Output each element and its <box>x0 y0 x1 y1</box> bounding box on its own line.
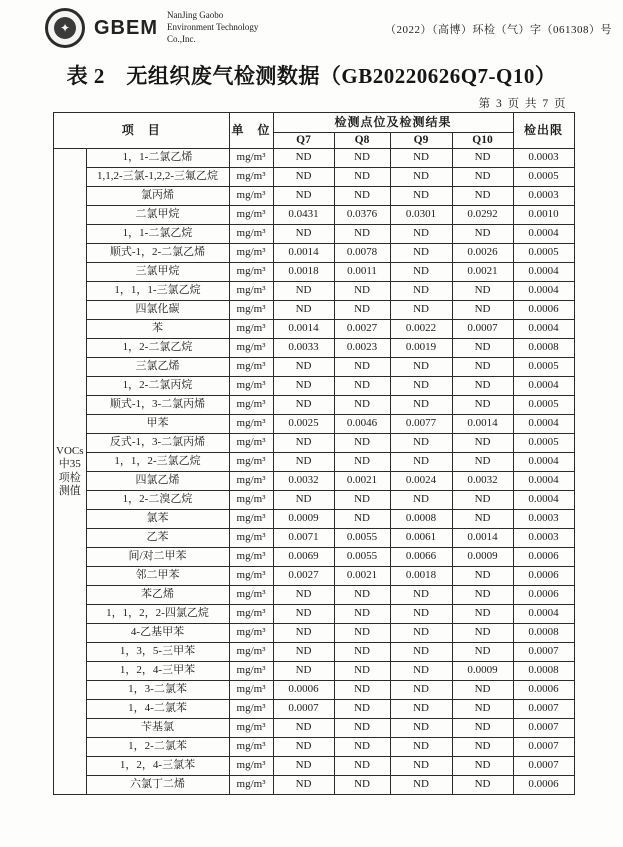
page-indicator: 第 3 页 共 7 页 <box>478 98 567 110</box>
value-q10: 0.0292 <box>452 206 513 225</box>
value-q9: ND <box>390 738 452 757</box>
unit: mg/m³ <box>229 377 273 396</box>
detection-limit: 0.0006 <box>513 567 574 586</box>
unit: mg/m³ <box>229 700 273 719</box>
value-q8: ND <box>334 434 390 453</box>
value-q9: ND <box>390 700 452 719</box>
value-q8: 0.0078 <box>334 244 390 263</box>
value-q10: ND <box>452 377 513 396</box>
unit: mg/m³ <box>229 738 273 757</box>
company-line-3: Co.,Inc. <box>167 33 196 44</box>
letterhead <box>45 8 258 48</box>
unit: mg/m³ <box>229 757 273 776</box>
value-q8: 0.0023 <box>334 339 390 358</box>
header-item: 项 目 <box>54 113 230 149</box>
value-q7: ND <box>273 225 334 244</box>
item-name: 顺式-1，3-二氯丙烯 <box>86 396 229 415</box>
value-q8: 0.0046 <box>334 415 390 434</box>
header-point-q7: Q7 <box>273 133 334 149</box>
table-row <box>54 225 575 244</box>
value-q10: 0.0007 <box>452 320 513 339</box>
value-q9: 0.0008 <box>390 510 452 529</box>
value-q7: 0.0009 <box>273 510 334 529</box>
value-q9: 0.0061 <box>390 529 452 548</box>
value-q8: ND <box>334 187 390 206</box>
value-q8: 0.0055 <box>334 529 390 548</box>
value-q8: ND <box>334 662 390 681</box>
detection-limit: 0.0004 <box>513 377 574 396</box>
table-row <box>54 567 575 586</box>
value-q9: ND <box>390 168 452 187</box>
detection-limit: 0.0004 <box>513 491 574 510</box>
item-name: 氯苯 <box>86 510 229 529</box>
value-q7: ND <box>273 358 334 377</box>
item-name: 顺式-1，2-二氯乙烯 <box>86 244 229 263</box>
value-q7: ND <box>273 643 334 662</box>
table-row <box>54 491 575 510</box>
value-q9: ND <box>390 225 452 244</box>
table-row <box>54 320 575 339</box>
table-row <box>54 700 575 719</box>
value-q9: ND <box>390 586 452 605</box>
table-row <box>54 187 575 206</box>
value-q10: ND <box>452 605 513 624</box>
value-q7: 0.0018 <box>273 263 334 282</box>
detection-limit: 0.0004 <box>513 453 574 472</box>
unit: mg/m³ <box>229 244 273 263</box>
value-q10: ND <box>452 187 513 206</box>
value-q7: 0.0014 <box>273 320 334 339</box>
value-q8: ND <box>334 453 390 472</box>
unit: mg/m³ <box>229 662 273 681</box>
value-q7: 0.0032 <box>273 472 334 491</box>
value-q7: 0.0025 <box>273 415 334 434</box>
value-q9: ND <box>390 358 452 377</box>
value-q7: 0.0014 <box>273 244 334 263</box>
value-q8: 0.0011 <box>334 263 390 282</box>
item-name: 1，1-二氯乙烯 <box>86 149 229 168</box>
item-name: 1，2-二氯苯 <box>86 738 229 757</box>
value-q8: ND <box>334 719 390 738</box>
value-q7: ND <box>273 662 334 681</box>
item-name: 1，3，5-三甲苯 <box>86 643 229 662</box>
table-row <box>54 624 575 643</box>
value-q8: 0.0027 <box>334 320 390 339</box>
company-seal-logo <box>45 8 85 48</box>
company-line-2: Environment Technology <box>167 22 259 33</box>
unit: mg/m³ <box>229 263 273 282</box>
value-q9: ND <box>390 301 452 320</box>
item-name: 反式-1，3-二氯丙烯 <box>86 434 229 453</box>
detection-limit: 0.0004 <box>513 282 574 301</box>
value-q10: ND <box>452 282 513 301</box>
table-row <box>54 643 575 662</box>
item-name: 氯丙烯 <box>86 187 229 206</box>
detection-limit: 0.0006 <box>513 548 574 567</box>
header-point-q8: Q8 <box>334 133 390 149</box>
item-name: 1，2-二氯乙烷 <box>86 339 229 358</box>
detection-limit: 0.0010 <box>513 206 574 225</box>
value-q7: 0.0033 <box>273 339 334 358</box>
value-q10: ND <box>452 643 513 662</box>
value-q9: ND <box>390 605 452 624</box>
value-q10: 0.0009 <box>452 548 513 567</box>
item-name: 间/对二甲苯 <box>86 548 229 567</box>
value-q9: ND <box>390 491 452 510</box>
unit: mg/m³ <box>229 320 273 339</box>
detection-limit: 0.0003 <box>513 187 574 206</box>
value-q9: ND <box>390 187 452 206</box>
value-q9: 0.0024 <box>390 472 452 491</box>
value-q8: 0.0055 <box>334 548 390 567</box>
value-q9: ND <box>390 244 452 263</box>
value-q10: ND <box>452 586 513 605</box>
unit: mg/m³ <box>229 586 273 605</box>
detection-limit: 0.0006 <box>513 301 574 320</box>
table-row <box>54 719 575 738</box>
value-q9: ND <box>390 662 452 681</box>
unit: mg/m³ <box>229 719 273 738</box>
detection-limit: 0.0008 <box>513 624 574 643</box>
value-q9: 0.0022 <box>390 320 452 339</box>
value-q10: ND <box>452 624 513 643</box>
value-q9: 0.0301 <box>390 206 452 225</box>
value-q7: ND <box>273 434 334 453</box>
detection-limit: 0.0006 <box>513 681 574 700</box>
value-q9: 0.0019 <box>390 339 452 358</box>
detection-limit: 0.0008 <box>513 339 574 358</box>
detection-limit: 0.0003 <box>513 149 574 168</box>
table-row <box>54 415 575 434</box>
value-q9: 0.0066 <box>390 548 452 567</box>
detection-limit: 0.0005 <box>513 244 574 263</box>
value-q7: ND <box>273 738 334 757</box>
unit: mg/m³ <box>229 453 273 472</box>
value-q7: ND <box>273 453 334 472</box>
report-number: （2022）（高博）环检（气）字（061308）号 <box>385 24 612 36</box>
item-name: 1，2-二溴乙烷 <box>86 491 229 510</box>
table-row <box>54 263 575 282</box>
unit: mg/m³ <box>229 301 273 320</box>
value-q9: 0.0077 <box>390 415 452 434</box>
header-point-q9: Q9 <box>390 133 452 149</box>
value-q7: ND <box>273 282 334 301</box>
detection-limit: 0.0004 <box>513 320 574 339</box>
value-q10: ND <box>452 339 513 358</box>
value-q7: ND <box>273 491 334 510</box>
item-name: 乙苯 <box>86 529 229 548</box>
value-q10: ND <box>452 149 513 168</box>
item-name: 甲苯 <box>86 415 229 434</box>
item-name: 三氯甲烷 <box>86 263 229 282</box>
header-point-q10: Q10 <box>452 133 513 149</box>
table-row <box>54 586 575 605</box>
detection-limit: 0.0004 <box>513 605 574 624</box>
value-q9: ND <box>390 396 452 415</box>
unit: mg/m³ <box>229 282 273 301</box>
detection-limit: 0.0007 <box>513 738 574 757</box>
value-q8: 0.0376 <box>334 206 390 225</box>
item-name: 1，1，2，2-四氯乙烷 <box>86 605 229 624</box>
company-name <box>167 10 258 45</box>
value-q9: ND <box>390 719 452 738</box>
header-detection-limit: 检出限 <box>513 113 574 149</box>
value-q7: ND <box>273 757 334 776</box>
table-row <box>54 434 575 453</box>
table-row <box>54 168 575 187</box>
item-name: 1，2-二氯丙烷 <box>86 377 229 396</box>
table-row <box>54 453 575 472</box>
table-row <box>54 472 575 491</box>
value-q7: 0.0027 <box>273 567 334 586</box>
value-q9: 0.0018 <box>390 567 452 586</box>
value-q7: ND <box>273 719 334 738</box>
table-row <box>54 339 575 358</box>
detection-limit: 0.0003 <box>513 529 574 548</box>
item-name: 四氯化碳 <box>86 301 229 320</box>
value-q7: ND <box>273 377 334 396</box>
value-q7: ND <box>273 168 334 187</box>
value-q8: 0.0021 <box>334 567 390 586</box>
item-name: 1，1-二氯乙烷 <box>86 225 229 244</box>
value-q8: ND <box>334 168 390 187</box>
table-row <box>54 206 575 225</box>
unit: mg/m³ <box>229 681 273 700</box>
value-q8: ND <box>334 624 390 643</box>
value-q8: ND <box>334 776 390 795</box>
table-row <box>54 396 575 415</box>
value-q8: ND <box>334 700 390 719</box>
value-q7: 0.0007 <box>273 700 334 719</box>
value-q7: 0.0071 <box>273 529 334 548</box>
value-q8: ND <box>334 738 390 757</box>
detection-limit: 0.0004 <box>513 415 574 434</box>
unit: mg/m³ <box>229 225 273 244</box>
table-row <box>54 681 575 700</box>
value-q7: ND <box>273 776 334 795</box>
value-q8: ND <box>334 301 390 320</box>
value-q8: ND <box>334 225 390 244</box>
unit: mg/m³ <box>229 548 273 567</box>
table-row <box>54 757 575 776</box>
table-row <box>54 149 575 168</box>
item-name: 1，4-二氯苯 <box>86 700 229 719</box>
value-q9: ND <box>390 453 452 472</box>
item-name: 苄基氯 <box>86 719 229 738</box>
value-q8: ND <box>334 396 390 415</box>
item-name: 苯乙烯 <box>86 586 229 605</box>
value-q7: ND <box>273 396 334 415</box>
table-row <box>54 548 575 567</box>
value-q9: ND <box>390 624 452 643</box>
unit: mg/m³ <box>229 567 273 586</box>
unit: mg/m³ <box>229 624 273 643</box>
unit: mg/m³ <box>229 529 273 548</box>
table-row <box>54 738 575 757</box>
item-name: 1，2，4-三氯苯 <box>86 757 229 776</box>
detection-limit: 0.0007 <box>513 700 574 719</box>
table-row <box>54 529 575 548</box>
item-name: 四氯乙烯 <box>86 472 229 491</box>
item-name: 苯 <box>86 320 229 339</box>
value-q10: ND <box>452 301 513 320</box>
table-title: 表 2 无组织废气检测数据（GB20220626Q7-Q10） <box>66 64 557 88</box>
value-q7: ND <box>273 187 334 206</box>
detection-limit: 0.0004 <box>513 225 574 244</box>
detection-limit: 0.0005 <box>513 168 574 187</box>
detection-limit: 0.0005 <box>513 358 574 377</box>
value-q7: 0.0069 <box>273 548 334 567</box>
value-q10: ND <box>452 358 513 377</box>
detection-limit: 0.0005 <box>513 396 574 415</box>
value-q10: 0.0009 <box>452 662 513 681</box>
item-name: 1，2，4-三甲苯 <box>86 662 229 681</box>
value-q10: ND <box>452 225 513 244</box>
table-row <box>54 301 575 320</box>
item-name: 1，1，1-三氯乙烷 <box>86 282 229 301</box>
unit: mg/m³ <box>229 434 273 453</box>
value-q8: ND <box>334 681 390 700</box>
value-q9: ND <box>390 149 452 168</box>
value-q10: ND <box>452 168 513 187</box>
value-q9: ND <box>390 643 452 662</box>
detection-limit: 0.0007 <box>513 757 574 776</box>
value-q7: 0.0431 <box>273 206 334 225</box>
unit: mg/m³ <box>229 396 273 415</box>
value-q10: ND <box>452 510 513 529</box>
detection-limit: 0.0008 <box>513 662 574 681</box>
seal-emblem-icon: ✦ <box>54 17 76 39</box>
value-q10: 0.0014 <box>452 529 513 548</box>
table-row <box>54 662 575 681</box>
table-body <box>54 149 575 795</box>
item-name: 六氯丁二烯 <box>86 776 229 795</box>
value-q10: ND <box>452 453 513 472</box>
value-q8: ND <box>334 586 390 605</box>
header-unit: 单 位 <box>229 113 273 149</box>
value-q9: ND <box>390 434 452 453</box>
value-q10: ND <box>452 434 513 453</box>
unit: mg/m³ <box>229 776 273 795</box>
item-name: 1,1,2-三氯-1,2,2-三氟乙烷 <box>86 168 229 187</box>
group-label-vocs: VOCs 中35 项检 测值 <box>54 149 87 795</box>
value-q10: ND <box>452 681 513 700</box>
value-q7: 0.0006 <box>273 681 334 700</box>
unit: mg/m³ <box>229 168 273 187</box>
unit: mg/m³ <box>229 187 273 206</box>
value-q9: ND <box>390 757 452 776</box>
item-name: 4-乙基甲苯 <box>86 624 229 643</box>
value-q7: ND <box>273 301 334 320</box>
value-q10: ND <box>452 757 513 776</box>
brand-wordmark: GBEM <box>94 16 158 39</box>
detection-limit: 0.0006 <box>513 586 574 605</box>
table-row <box>54 510 575 529</box>
value-q8: ND <box>334 377 390 396</box>
table-row <box>54 358 575 377</box>
value-q8: ND <box>334 510 390 529</box>
value-q10: 0.0014 <box>452 415 513 434</box>
value-q8: ND <box>334 643 390 662</box>
detection-limit: 0.0003 <box>513 510 574 529</box>
value-q10: ND <box>452 396 513 415</box>
value-q10: 0.0032 <box>452 472 513 491</box>
unit: mg/m³ <box>229 510 273 529</box>
unit: mg/m³ <box>229 472 273 491</box>
table-row <box>54 605 575 624</box>
detection-limit: 0.0004 <box>513 263 574 282</box>
item-name: 三氯乙烯 <box>86 358 229 377</box>
value-q10: ND <box>452 700 513 719</box>
unit: mg/m³ <box>229 491 273 510</box>
value-q9: ND <box>390 681 452 700</box>
value-q8: ND <box>334 491 390 510</box>
value-q9: ND <box>390 776 452 795</box>
value-q7: ND <box>273 605 334 624</box>
value-q10: ND <box>452 738 513 757</box>
detection-limit: 0.0007 <box>513 643 574 662</box>
value-q7: ND <box>273 586 334 605</box>
value-q8: ND <box>334 149 390 168</box>
detection-limit: 0.0007 <box>513 719 574 738</box>
value-q9: ND <box>390 263 452 282</box>
item-name: 1，3-二氯苯 <box>86 681 229 700</box>
company-line-1: NanJing Gaobo <box>167 10 224 21</box>
value-q7: ND <box>273 149 334 168</box>
detection-limit: 0.0005 <box>513 434 574 453</box>
value-q10: ND <box>452 719 513 738</box>
table-row <box>54 776 575 795</box>
value-q10: ND <box>452 491 513 510</box>
unit: mg/m³ <box>229 149 273 168</box>
value-q10: ND <box>452 776 513 795</box>
table-row <box>54 282 575 301</box>
item-name: 邻二甲苯 <box>86 567 229 586</box>
value-q8: ND <box>334 605 390 624</box>
unit: mg/m³ <box>229 605 273 624</box>
value-q7: ND <box>273 624 334 643</box>
table-row <box>54 244 575 263</box>
unit: mg/m³ <box>229 206 273 225</box>
emissions-data-table <box>53 112 575 795</box>
value-q10: ND <box>452 567 513 586</box>
value-q8: ND <box>334 757 390 776</box>
value-q10: 0.0021 <box>452 263 513 282</box>
header-result-group: 检测点位及检测结果 <box>273 113 513 133</box>
value-q9: ND <box>390 282 452 301</box>
unit: mg/m³ <box>229 643 273 662</box>
value-q9: ND <box>390 377 452 396</box>
unit: mg/m³ <box>229 415 273 434</box>
unit: mg/m³ <box>229 358 273 377</box>
unit: mg/m³ <box>229 339 273 358</box>
item-name: 二氯甲烷 <box>86 206 229 225</box>
table-row <box>54 377 575 396</box>
item-name: 1，1，2-三氯乙烷 <box>86 453 229 472</box>
detection-limit: 0.0004 <box>513 472 574 491</box>
detection-limit: 0.0006 <box>513 776 574 795</box>
value-q8: ND <box>334 358 390 377</box>
value-q8: 0.0021 <box>334 472 390 491</box>
value-q8: ND <box>334 282 390 301</box>
value-q10: 0.0026 <box>452 244 513 263</box>
